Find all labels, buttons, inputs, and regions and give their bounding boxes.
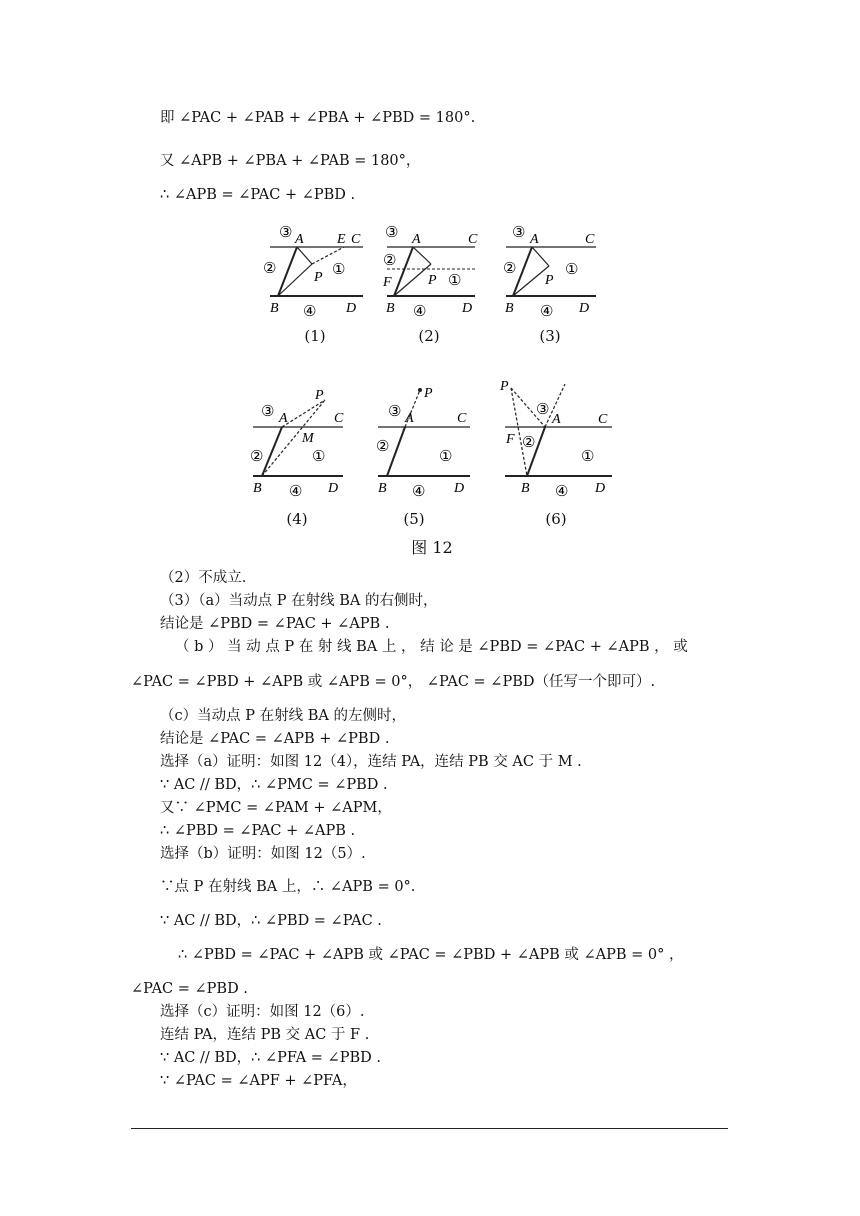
lbl: F	[383, 275, 392, 290]
caption-3: (3)	[539, 327, 561, 345]
lbl: ④	[540, 304, 554, 320]
lbl: A	[530, 232, 539, 247]
lbl: B	[253, 481, 262, 496]
text-line: ∴ ∠PBD = ∠PAC + ∠APB 或 ∠PAC = ∠PBD + ∠APB 或 ∠APB = 0° ，	[178, 947, 684, 963]
lbl: D	[454, 481, 465, 496]
lbl: ④	[413, 304, 427, 320]
lbl: ②	[250, 449, 264, 465]
text-line: ∵ AC // BD，∴ ∠PBD = ∠PAC .	[160, 913, 382, 929]
lbl: ④	[303, 304, 317, 320]
lbl: A	[412, 232, 421, 247]
text-line: （3）（a）当动点 P 在射线 BA 的右侧时，	[160, 593, 438, 609]
text-line: 又 ∠APB + ∠PBA + ∠PAB = 180°，	[160, 153, 421, 169]
text-line: ∠PAC = ∠PBD + ∠APB 或 ∠APB = 0°， ∠PAC = ∠PBD（任写一个即可）.	[131, 674, 656, 690]
figure-panel-3	[498, 220, 608, 324]
text-line: 结论是 ∠PBD = ∠PAC + ∠APB .	[160, 616, 390, 632]
lbl: ②	[522, 435, 536, 451]
text-line: 结论是 ∠PAC = ∠APB + ∠PBD .	[160, 731, 390, 747]
text-line: ∵ AC // BD，∴ ∠PMC = ∠PBD .	[160, 777, 388, 793]
caption-2: (2)	[418, 327, 440, 345]
lbl: P	[315, 388, 324, 403]
caption-6: (6)	[545, 510, 567, 528]
caption-1: (1)	[304, 327, 326, 345]
lbl: C	[468, 232, 478, 247]
figure-1-svg	[255, 220, 375, 320]
text-line: ∵点 P 在射线 BA 上，∴ ∠APB = 0°.	[160, 879, 416, 895]
lbl: A	[552, 412, 561, 427]
figure-panel-5	[372, 383, 482, 502]
lbl: P	[314, 270, 323, 285]
lbl: M	[302, 431, 314, 446]
lbl: B	[386, 301, 395, 316]
caption-4: (4)	[286, 510, 308, 528]
lbl: A	[405, 411, 414, 426]
lbl: ③	[385, 225, 399, 241]
caption-5: (5)	[403, 510, 425, 528]
lbl: ①	[439, 449, 453, 465]
lbl: ①	[565, 262, 579, 278]
lbl: D	[579, 301, 590, 316]
lbl: P	[428, 273, 437, 288]
lbl: A	[279, 411, 288, 426]
figure-panel-2	[377, 220, 487, 324]
lbl: D	[346, 301, 357, 316]
lbl: D	[595, 481, 606, 496]
figure-title: 图 12	[411, 538, 453, 557]
lbl: ③	[279, 225, 293, 241]
figure-panel-1	[255, 220, 375, 324]
text-line: 即 ∠PAC + ∠PAB + ∠PBA + ∠PBD = 180°.	[160, 110, 476, 126]
text-line: 选择（b）证明：如图 12（5）.	[160, 846, 366, 862]
lbl: D	[328, 481, 339, 496]
lbl: A	[295, 232, 304, 247]
lbl: ④	[555, 484, 569, 498]
figure-panel-6	[497, 374, 617, 502]
lbl: ③	[536, 402, 550, 418]
text-line: ∴ ∠PBD = ∠PAC + ∠APB .	[160, 823, 356, 839]
text-line: （ b ） 当 动 点 P 在 射 线 BA 上 ， 结 论 是 ∠PBD = ∠PAC + ∠APB ， 或	[175, 639, 688, 655]
lbl: ①	[448, 273, 462, 289]
text-line: ∠PAC = ∠PBD .	[131, 981, 248, 997]
lbl: B	[521, 481, 530, 496]
lbl: B	[378, 481, 387, 496]
lbl: B	[270, 301, 279, 316]
lbl: C	[334, 411, 344, 426]
lbl: D	[462, 301, 473, 316]
lbl: P	[424, 386, 433, 401]
lbl: ①	[332, 262, 346, 278]
lbl: ②	[263, 261, 277, 277]
lbl: ①	[581, 449, 595, 465]
text-line: ∵ AC // BD，∴ ∠PFA = ∠PBD .	[160, 1050, 381, 1066]
text-line: （c）当动点 P 在射线 BA 的左侧时，	[160, 708, 406, 724]
figure-panel-4	[245, 383, 355, 502]
text-line: ∴ ∠APB = ∠PAC + ∠PBD .	[160, 187, 356, 203]
figure-6-svg	[497, 374, 617, 498]
lbl: F	[506, 432, 515, 447]
text-line: 连结 PA，连结 PB 交 AC 于 F .	[160, 1027, 370, 1043]
lbl: ④	[412, 484, 426, 498]
lbl: C	[598, 412, 608, 427]
lbl: ③	[512, 225, 526, 241]
lbl: ②	[383, 253, 397, 269]
lbl: ③	[261, 404, 275, 420]
figure-2-svg	[377, 220, 487, 320]
lbl: ①	[312, 449, 326, 465]
text-line: ∵ ∠PAC = ∠APF + ∠PFA，	[160, 1073, 357, 1089]
lbl: ④	[289, 484, 303, 498]
figure-4-svg	[245, 383, 355, 498]
lbl: C	[351, 232, 361, 247]
footer-rule	[131, 1128, 728, 1129]
lbl: C	[585, 232, 595, 247]
lbl: E	[337, 232, 346, 247]
lbl: ②	[376, 439, 390, 455]
text-line: 又∵ ∠PMC = ∠PAM + ∠APM，	[160, 800, 392, 816]
lbl: B	[505, 301, 514, 316]
lbl: P	[500, 379, 509, 394]
lbl: P	[545, 273, 554, 288]
text-line: 选择（a）证明：如图 12（4），连结 PA，连结 PB 交 AC 于 M .	[160, 754, 582, 770]
lbl: C	[457, 411, 467, 426]
figure-3-svg	[498, 220, 608, 320]
lbl: ②	[503, 261, 517, 277]
figure-5-svg	[372, 383, 482, 498]
text-line: （2）不成立.	[160, 570, 247, 586]
lbl: ③	[388, 404, 402, 420]
text-line: 选择（c）证明：如图 12（6）.	[160, 1004, 365, 1020]
